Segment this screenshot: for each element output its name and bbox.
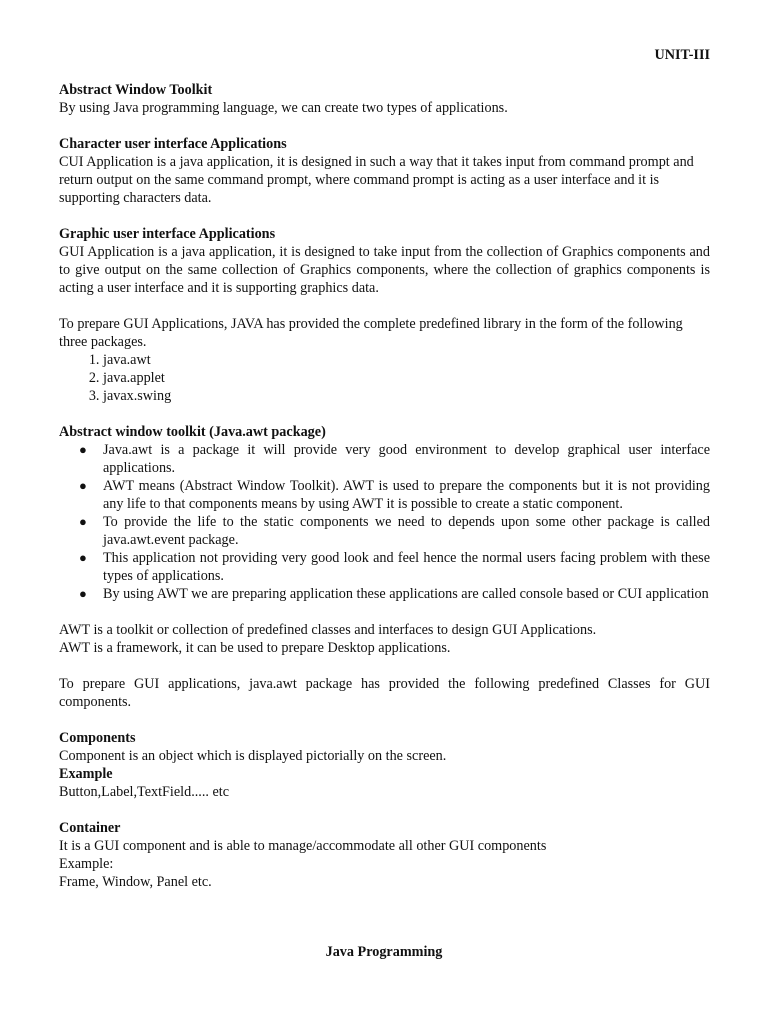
awt-intro: By using Java programming language, we can create two types of applications. — [59, 100, 508, 116]
bullet-icon: ● — [79, 442, 87, 457]
list-item: ● To provide the life to the static components we need to depends upon some other package is called java.awt.event package. — [79, 514, 710, 548]
list-item: ● AWT means (Abstract Window Toolkit). AWT is used to prepare the components but it is not providing any life to that components means by using AWT it is possible to create a static component. — [79, 478, 710, 512]
packages-intro: To prepare GUI Applications, JAVA has provided the complete predefined library in the form of the following three packages. — [59, 316, 683, 350]
cui-body: CUI Application is a java application, it is designed in such a way that it takes input from command prompt and return output on the same command prompt, where command prompt is acting as a user interface and it is supporting characters data. — [59, 154, 694, 206]
components-title: Components — [59, 730, 136, 746]
list-item: 1. java.awt — [103, 351, 710, 369]
container-body: It is a GUI component and is able to manage/accommodate all other GUI components — [59, 838, 547, 854]
gui-body: GUI Application is a java application, it is designed to take input from the collection of Graphics components and to give output on the same collection of Graphics components, where the collection of graphics components is acting a user interface and it is supporting graphics data. — [59, 244, 710, 296]
awt-bullet-list — [59, 441, 710, 603]
page-footer: Java Programming — [325, 944, 443, 960]
cui-title: Character user interface Applications — [59, 136, 287, 152]
bullet-icon: ● — [79, 550, 87, 565]
awt-title: Abstract Window Toolkit — [59, 82, 213, 98]
container-example-body: Frame, Window, Panel etc. — [59, 874, 212, 890]
list-item: 3. javax.swing — [103, 387, 710, 405]
packages-list — [59, 351, 710, 405]
awt-package-title: Abstract window toolkit (Java.awt package) — [59, 424, 326, 440]
awt-definition-2: AWT is a framework, it can be used to prepare Desktop applications. — [59, 640, 451, 656]
example-body: Button,Label,TextField..... etc — [59, 784, 230, 800]
list-item: ● Java.awt is a package it will provide very good environment to develop graphical user interface applications. — [79, 442, 710, 476]
list-item: ● This application not providing very good look and feel hence the normal users facing problem with these types of applications. — [79, 550, 710, 584]
unit-heading: UNIT-III — [654, 47, 710, 63]
bullet-icon: ● — [79, 586, 87, 601]
components-body: Component is an object which is displayed pictorially on the screen. — [59, 748, 447, 764]
document-page — [59, 46, 710, 891]
list-item: 2. java.applet — [103, 369, 710, 387]
bullet-icon: ● — [79, 478, 87, 493]
awt-definition-1: AWT is a toolkit or collection of predefined classes and interfaces to design GUI Applications. — [59, 622, 597, 638]
bullet-icon: ● — [79, 514, 87, 529]
container-title: Container — [59, 820, 121, 836]
list-item: ● By using AWT we are preparing application these applications are called console based or CUI application — [79, 586, 709, 602]
example-title: Example — [59, 766, 113, 782]
container-example-label: Example: — [59, 856, 114, 872]
classes-intro: To prepare GUI applications, java.awt package has provided the following predefined Classes for GUI components. — [59, 676, 710, 710]
gui-title: Graphic user interface Applications — [59, 226, 276, 242]
